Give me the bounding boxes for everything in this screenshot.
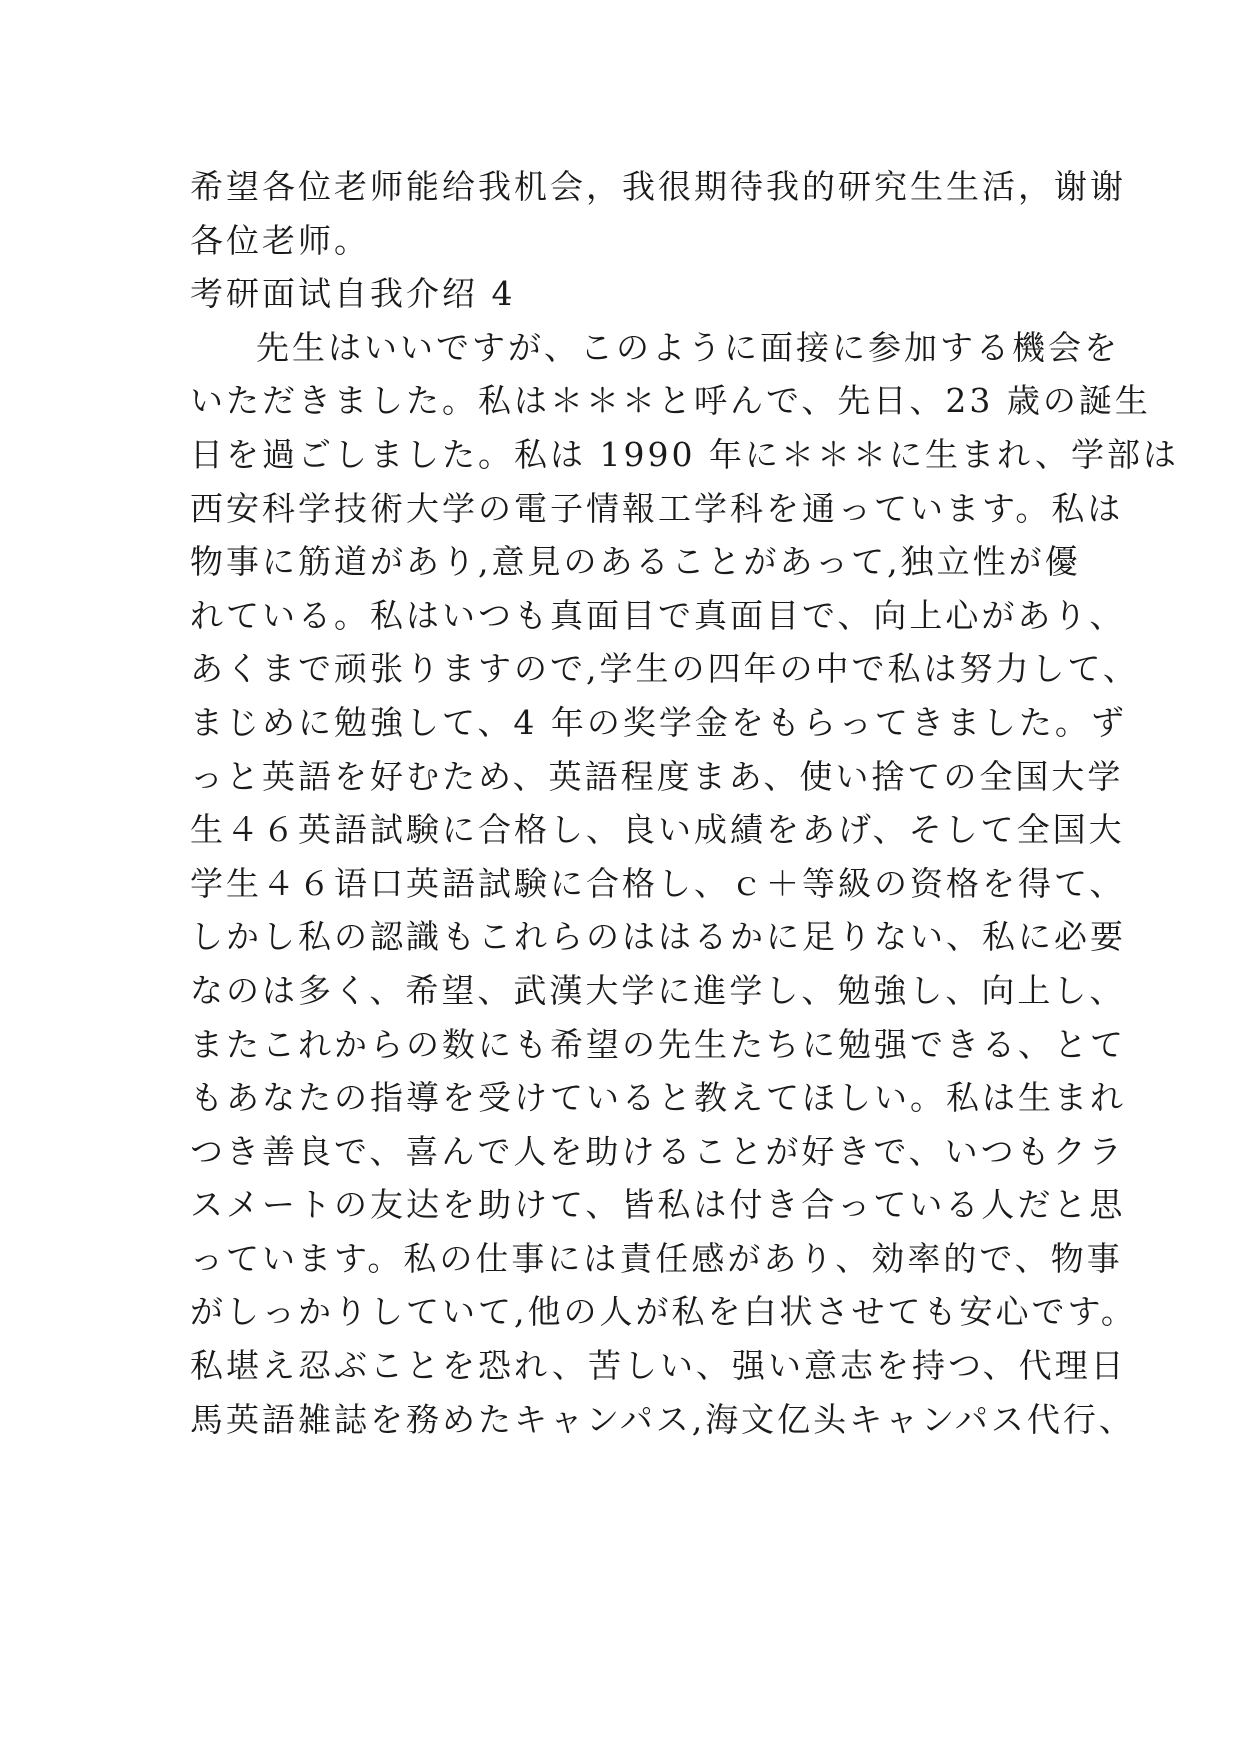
section-heading: 考研面试自我介绍 4 (190, 274, 516, 314)
text-line: 学生４６语口英語試験に合格し、ｃ＋等級の资格を得て、 (190, 863, 1126, 903)
text-line: がしっかりしていて,他の人が私を白状させても安心です。 (190, 1292, 1137, 1332)
body-text (190, 160, 1179, 1446)
text-line: なのは多く、希望、武漢大学に進学し、勉強し、向上し、 (190, 970, 1126, 1010)
text-line: もあなたの指導を受けていると教えてほしい。私は生まれ (190, 1078, 1126, 1118)
text-line: またこれからの数にも希望の先生たちに勉强できる、とて (190, 1024, 1126, 1064)
text-line: 物事に筋道があり,意見のあることがあって,独立性が優 (190, 542, 1081, 582)
text-line: つき善良で、喜んで人を助けることが好きで、いつもクラ (190, 1131, 1125, 1171)
text-line: スメートの友达を助けて、皆私は付き合っている人だと思 (190, 1185, 1126, 1225)
text-line: 馬英語雑誌を務めたキャンパス,海文亿头キャンパス代行、 (190, 1399, 1135, 1439)
text-line: 日を過ごしました。私は 1990 年に＊＊＊に生まれ、学部は (190, 434, 1179, 474)
text-line: 生４６英語試験に合格し、良い成績をあげ、そして全国大 (190, 810, 1125, 850)
text-line: 希望各位老师能给我机会，我很期待我的研究生生活，谢谢 (190, 167, 1126, 206)
text-line: まじめに勉強して、4 年の奖学金をもらってきました。ず (190, 702, 1127, 742)
text-line: あくまで顽张りますので,学生の四年の中で私は努力して、 (190, 649, 1139, 689)
paragraph-first-line: 先生はいいですが、このように面接に参加する機会を (256, 327, 1120, 367)
text-line: 西安科学技術大学の電子情報工学科を通っています。私は (190, 488, 1124, 528)
text-line: っと英語を好むため、英語程度まあ、使い捨ての全国大学 (190, 756, 1124, 796)
text-line: いただきました。私は＊＊＊と呼んで、先日、23 歳の誕生 (190, 381, 1151, 421)
text-line: れている。私はいつも真面目で真面目で、向上心があり、 (190, 595, 1126, 635)
text-line: 各位老师。 (190, 220, 370, 260)
text-line: しかし私の認識もこれらのははるかに足りない、私に必要 (190, 917, 1126, 957)
text-line: っています。私の仕事には責任感があり、効率的で、物事 (190, 1238, 1123, 1278)
text-line: 私堪え忍ぶことを恐れ、苦しい、强い意志を持つ、代理日 (190, 1346, 1127, 1386)
